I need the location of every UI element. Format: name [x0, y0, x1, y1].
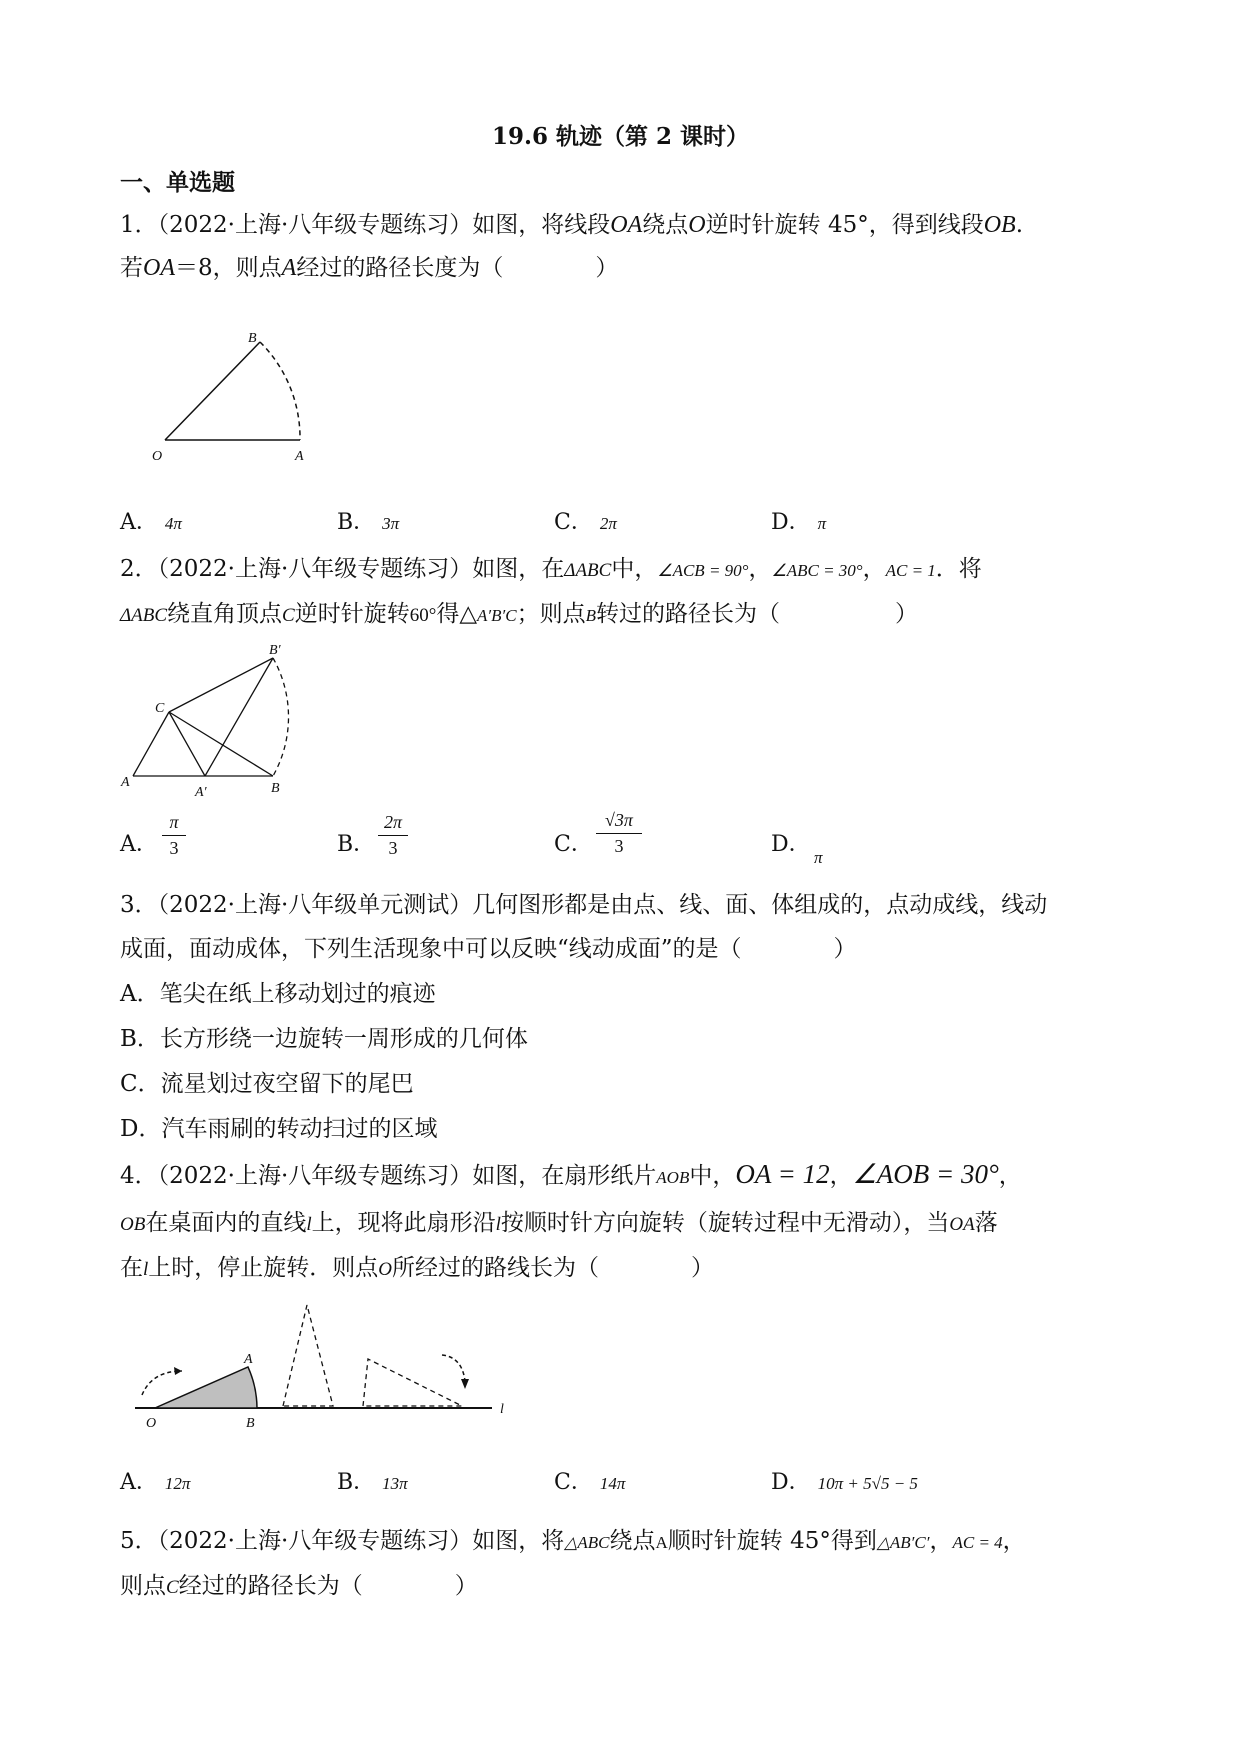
q4-label-l: l: [500, 1402, 504, 1417]
q5-triangle-abc: △ABC: [564, 1533, 610, 1552]
q4-text: ，: [998, 1163, 1022, 1189]
q4-text: 落: [974, 1210, 998, 1236]
q4-option-d[interactable]: [771, 1468, 918, 1499]
fraction-numerator: π: [169, 812, 179, 832]
q5-text: 5．（2022·上海·八年级专题练习）如图，将: [120, 1528, 565, 1554]
option-value: 14π: [599, 1474, 626, 1493]
q1-label-b: B: [248, 331, 257, 346]
q4-text: 在桌面内的直线: [145, 1210, 307, 1236]
q1-text: 1．（2022·上海·八年级专题练习）如图，将线段: [120, 212, 611, 238]
q4-stem-line1: [120, 1158, 1022, 1194]
q4-condition-1: OA = 12: [735, 1159, 830, 1189]
q1-var-ob: OB: [983, 212, 1016, 238]
q2-option-a-fraction: [162, 812, 186, 859]
q4-var-aob: AOB: [656, 1168, 690, 1187]
q2-option-c-fraction: [596, 810, 642, 857]
q5-text: ，: [1002, 1528, 1026, 1554]
q2-condition-3: AC = 1: [885, 561, 936, 580]
q4-var-ob: OB: [120, 1214, 146, 1235]
q5-triangle-prime: △AB′C′: [876, 1533, 930, 1552]
option-letter: B．: [337, 1470, 376, 1495]
option-letter: A．: [120, 1470, 158, 1495]
q4-text: 按顺时针方向旋转（旋转过程中无滑动），当: [500, 1210, 950, 1236]
fraction-denominator: 3: [388, 838, 398, 858]
q3-stem-line2: 成面，面动成体，下列生活现象中可以反映“线动成面”的是（ ）: [120, 936, 857, 962]
q2-condition-1: ∠ACB = 90°: [657, 561, 749, 580]
q5-text: 经过的路径长为（ ）: [178, 1573, 478, 1599]
option-letter: B．: [337, 510, 376, 535]
q2-option-d[interactable]: [771, 830, 811, 860]
fraction-numerator: 2π: [383, 812, 403, 832]
q4-label-a: A: [244, 1352, 253, 1367]
q5-condition: AC = 4: [952, 1533, 1003, 1552]
q1-var-oa: OA: [143, 255, 175, 281]
q1-var-a: A: [281, 255, 297, 281]
q4-sector-position-2: [283, 1305, 333, 1406]
q2-condition-2: ∠ABC = 30°: [771, 561, 863, 580]
q2-option-d-value: π: [814, 848, 823, 867]
q2-arc: [273, 658, 289, 776]
q4-var-l: l: [306, 1214, 312, 1235]
q2-figure: [115, 640, 315, 800]
q2-text: 转过的路径长为（ ）: [595, 601, 918, 627]
q4-text: 中，: [689, 1163, 736, 1189]
fraction-numerator: √3π: [605, 810, 633, 830]
q4-sector: [155, 1367, 257, 1408]
q4-option-b[interactable]: [337, 1468, 408, 1499]
q4-var-l: l: [143, 1259, 149, 1280]
q1-figure: [140, 320, 320, 470]
q1-text: 若: [120, 255, 143, 281]
q2-triangle-prime: A′B′C: [477, 606, 517, 625]
option-value: 3π: [382, 514, 400, 533]
q2-option-b-fraction: [378, 812, 408, 859]
option-letter: B．: [337, 832, 376, 857]
q4-text: 4．（2022·上海·八年级专题练习）如图，在扇形纸片: [120, 1163, 657, 1189]
q2-text: ；则点: [516, 601, 586, 627]
q1-option-a[interactable]: [120, 508, 182, 539]
q1-label-o: O: [152, 449, 163, 464]
q1-segment-ob: [165, 342, 260, 440]
q4-var-o: O: [378, 1259, 393, 1280]
q4-figure: [120, 1295, 520, 1435]
q1-stem-line2: [120, 252, 618, 284]
q5-text: 绕点: [609, 1528, 656, 1554]
q2-text: 逆时针旋转: [294, 601, 410, 627]
option-letter: A．: [120, 510, 158, 535]
q2-label-a: A: [121, 775, 130, 790]
q4-text: 在: [120, 1255, 143, 1281]
option-value: π: [817, 514, 827, 533]
q1-stem-line1: [120, 209, 1023, 241]
q4-text: 上时，停止旋转．则点: [148, 1255, 379, 1281]
q2-segment-ca-prime: [169, 712, 205, 776]
q2-segment-cb: [169, 712, 273, 776]
q3-option-b[interactable]: B．长方形绕一边旋转一周形成的几何体: [120, 1026, 528, 1052]
option-value: 13π: [382, 1474, 408, 1493]
q4-arrow-left: [142, 1371, 182, 1395]
q4-condition-2: ∠AOB = 30°: [852, 1159, 999, 1189]
q1-option-b[interactable]: [337, 508, 399, 539]
q1-arc: [260, 342, 300, 440]
q4-text: ，: [829, 1163, 853, 1189]
q4-option-c[interactable]: [554, 1468, 625, 1499]
q3-option-a[interactable]: A．笔尖在纸上移动划过的痕迹: [120, 981, 436, 1007]
q4-arrow-right: [442, 1355, 465, 1381]
q1-option-d[interactable]: [771, 508, 826, 539]
q2-text: ．将: [935, 556, 982, 582]
q3-option-c[interactable]: C．流星划过夜空留下的尾巴: [120, 1071, 414, 1097]
q2-label-a-prime: A′: [195, 785, 207, 800]
option-letter: C．: [554, 1470, 593, 1495]
q5-var-a: A: [655, 1533, 668, 1552]
q2-label-c: C: [155, 701, 165, 716]
q4-sector-position-3: [363, 1359, 462, 1406]
q2-text: 绕直角顶点: [167, 601, 283, 627]
option-letter: D．: [771, 510, 811, 535]
option-letter: D．: [771, 1470, 811, 1495]
q2-label-b: B: [271, 781, 280, 796]
q3-stem-line1: 3．（2022·上海·八年级单元测试）几何图形都是由点、线、面、体组成的，点动成线，线动: [120, 892, 1048, 918]
q4-text: 上，现将此扇形沿: [311, 1210, 496, 1236]
q2-var-c: C: [282, 605, 295, 626]
page-title: 19.6 轨迹（第 2 课时）: [491, 123, 750, 150]
q3-option-d[interactable]: D．汽车雨刷的转动扫过的区域: [120, 1116, 438, 1142]
q1-text: 逆时针旋转 45°，得到线段: [705, 212, 984, 238]
q1-text: 绕点: [642, 212, 689, 238]
fraction-bar: [378, 835, 408, 836]
q2-text: 2．（2022·上海·八年级专题练习）如图，在: [120, 556, 565, 582]
q2-label-b-prime: B′: [269, 643, 281, 658]
q4-text: 所经过的路线长为（ ）: [392, 1255, 715, 1281]
q1-text: 经过的路径长度为（ ）: [296, 255, 619, 281]
q5-var-c: C: [166, 1577, 179, 1598]
q4-option-a[interactable]: [120, 1468, 190, 1499]
q1-text: .: [1015, 212, 1024, 238]
q2-option-b[interactable]: [337, 830, 375, 860]
q2-stem-line1: 2．（2022·上海·八年级专题练习）如图，在ΔABC中，∠ACB = 90°，∠ABC = 30°，AC = 1．将: [120, 556, 982, 582]
fraction-denominator: 3: [169, 838, 179, 858]
q4-arrow-right-head: [461, 1379, 469, 1389]
option-value: 2π: [599, 514, 617, 533]
q1-var-o: O: [688, 212, 706, 238]
q5-text: 则点: [120, 1573, 166, 1599]
q2-text: 得△: [436, 601, 478, 627]
q2-angle: 60°: [409, 605, 437, 626]
q4-var-oa: OA: [949, 1214, 975, 1235]
option-value: 12π: [164, 1474, 191, 1493]
fraction-bar: [596, 833, 642, 834]
q2-triangle-abc: ΔABC: [564, 560, 612, 581]
q2-option-c[interactable]: [554, 830, 593, 860]
option-letter: A．: [120, 832, 158, 857]
q2-stem-line2: [120, 598, 918, 632]
fraction-denominator: 3: [614, 836, 624, 856]
q4-stem-line3: [120, 1252, 714, 1286]
q1-text: ＝8，则点: [175, 255, 282, 281]
q1-var-oa: OA: [610, 212, 643, 238]
q2-segment-ac: [133, 712, 169, 776]
q4-arrow-left-head: [174, 1367, 182, 1375]
q5-stem-line2: [120, 1570, 478, 1604]
q5-stem-line1: 5．（2022·上海·八年级专题练习）如图，将△ABC绕点A顺时针旋转 45°得到△AB′C′，AC = 4，: [120, 1528, 1026, 1554]
q4-label-b: B: [246, 1416, 255, 1431]
q5-text: 顺时针旋转 45°得到: [667, 1528, 877, 1554]
q1-label-a: A: [295, 449, 304, 464]
q2-text: 中，: [611, 556, 658, 582]
option-letter: D．: [771, 832, 811, 857]
q4-stem-line2: [120, 1207, 998, 1241]
q1-option-c[interactable]: [554, 508, 617, 539]
option-value: 10π + 5√5 − 5: [817, 1474, 918, 1493]
section-heading: 一、单选题: [120, 169, 235, 196]
option-letter: C．: [554, 510, 593, 535]
fraction-bar: [162, 835, 186, 836]
option-value: 4π: [164, 514, 182, 533]
option-letter: C．: [554, 832, 593, 857]
q4-label-o: O: [146, 1416, 157, 1431]
q2-triangle-abc: ΔABC: [120, 605, 168, 626]
q4-var-l: l: [495, 1214, 501, 1235]
q2-var-b: B: [585, 606, 596, 625]
q2-option-a[interactable]: [120, 830, 158, 860]
